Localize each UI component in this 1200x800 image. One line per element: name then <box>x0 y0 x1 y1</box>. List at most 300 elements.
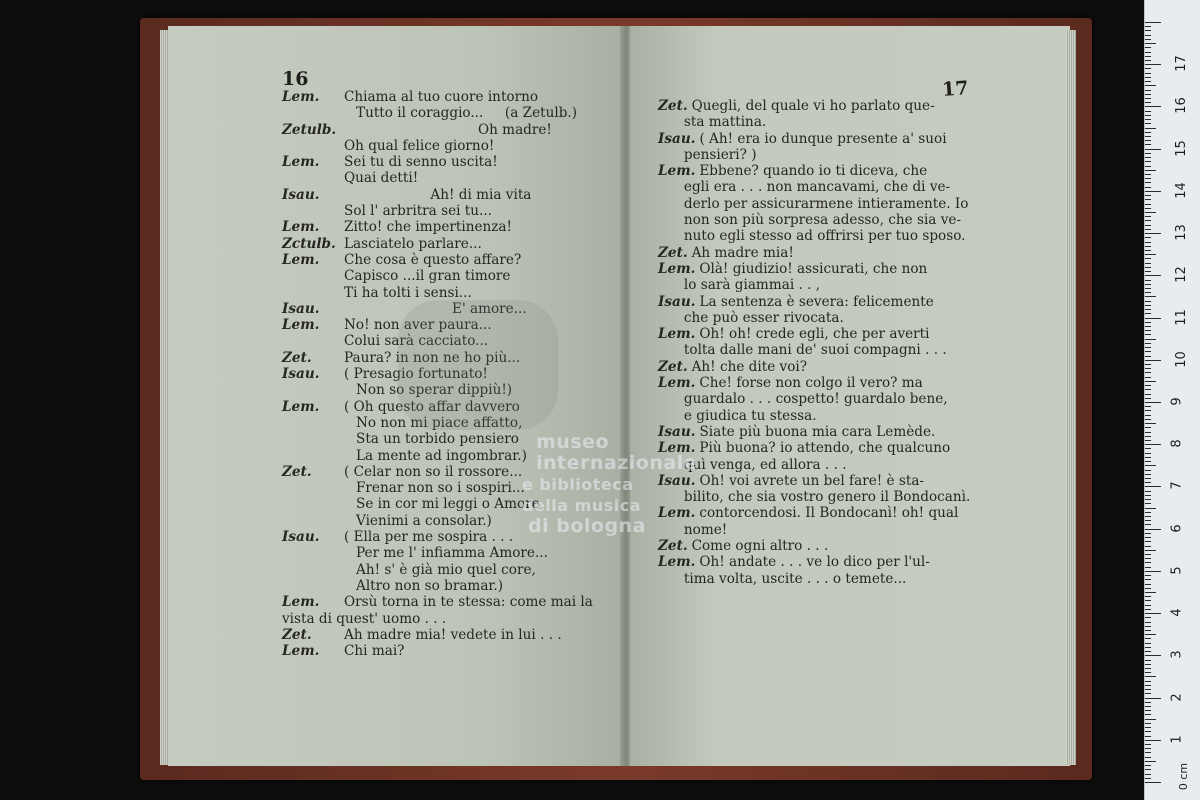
line-text: Sta un torbido pensiero <box>356 431 519 448</box>
speaker-name: Lem. <box>282 643 320 660</box>
line-text: e giudica tu stessa. <box>658 407 817 424</box>
ruler-tick <box>1145 638 1151 639</box>
text-line <box>282 138 612 154</box>
ruler-tick <box>1145 448 1151 449</box>
line-text: Se in cor mi leggi o Amore <box>356 496 540 513</box>
text-line <box>658 424 968 440</box>
ruler-tick <box>1145 394 1151 395</box>
ruler-tick <box>1145 136 1151 137</box>
line-text: ( Presagio fortunato! <box>344 366 488 383</box>
line-text: Ah madre mia! vedete in lui . . . <box>344 626 562 643</box>
ruler-tick <box>1145 204 1151 205</box>
ruler-number: 7 <box>1169 481 1185 491</box>
text-line <box>282 105 612 121</box>
ruler-tick <box>1145 617 1151 618</box>
ruler-tick <box>1145 351 1151 352</box>
ruler-number: 2 <box>1169 692 1185 702</box>
ruler-tick <box>1145 461 1151 462</box>
ruler-tick <box>1145 524 1151 525</box>
ruler-tick <box>1145 622 1151 623</box>
ruler-tick <box>1145 410 1151 411</box>
text-line <box>282 627 612 643</box>
line-text: Colui sarà cacciato... <box>344 333 489 350</box>
line-text: ( Celar non so il rossore... <box>344 463 523 480</box>
ruler-number: 16 <box>1173 97 1189 115</box>
speaker-name: Zetulb. <box>282 121 337 138</box>
text-line <box>282 285 612 301</box>
ruler-tick <box>1145 676 1156 677</box>
ruler-tick <box>1145 605 1151 606</box>
ruler-tick <box>1145 546 1151 547</box>
speaker-name: Zet. <box>282 463 312 480</box>
line-text: Orsù torna in te stessa: come mai la <box>344 594 593 611</box>
ruler-tick <box>1145 187 1151 188</box>
ruler-tick <box>1145 296 1156 297</box>
speaker-name: Isau. <box>282 529 320 546</box>
ruler-tick <box>1145 237 1151 238</box>
ruler-tick <box>1145 651 1151 652</box>
text-line <box>658 538 968 554</box>
ruler-tick <box>1145 275 1161 276</box>
ruler-number: 13 <box>1173 224 1189 241</box>
ruler-tick <box>1145 698 1161 699</box>
ruler-tick <box>1145 423 1156 424</box>
ruler-tick <box>1145 782 1161 783</box>
ruler-number: 3 <box>1169 650 1185 659</box>
ruler-tick <box>1145 710 1151 711</box>
line-text: Quegli, del quale vi ho parlato que- <box>691 98 935 114</box>
ruler-tick <box>1145 465 1156 466</box>
text-line <box>658 310 968 326</box>
ruler-tick <box>1145 356 1151 357</box>
ruler-tick <box>1145 600 1151 601</box>
ruler-tick <box>1145 550 1156 551</box>
ruler-tick <box>1145 225 1151 226</box>
ruler-tick <box>1145 360 1161 361</box>
speaker-name: Isau. <box>282 300 320 317</box>
ruler-tick <box>1145 529 1161 530</box>
text-line <box>282 562 612 578</box>
ruler-tick <box>1145 301 1151 302</box>
ruler-tick <box>1145 740 1161 741</box>
ruler-tick <box>1145 482 1151 483</box>
ruler-tick <box>1145 174 1151 175</box>
speaker-name: Lem. <box>658 505 696 522</box>
ruler-tick <box>1145 263 1151 264</box>
speaker-name: Zet. <box>658 244 688 261</box>
ruler-tick <box>1145 478 1151 479</box>
ruler-tick <box>1145 588 1151 589</box>
ruler-tick <box>1145 119 1151 120</box>
text-line <box>658 179 968 195</box>
line-text: Altro non so bramar.) <box>356 577 504 594</box>
line-text: No! non aver paura... <box>344 317 492 334</box>
ruler-tick <box>1145 643 1151 644</box>
line-text: Frenar non so i sospiri... <box>356 480 525 497</box>
line-text: La mente ad ingombrar.) <box>356 447 527 464</box>
text-line <box>282 578 612 594</box>
speaker-name: Lem. <box>658 163 696 180</box>
ruler-tick <box>1145 558 1151 559</box>
text-line <box>658 131 968 147</box>
ruler-tick <box>1145 115 1151 116</box>
ruler-tick <box>1145 178 1151 179</box>
ruler-tick <box>1145 250 1151 251</box>
line-text: tima volta, uscite . . . o temete... <box>658 570 907 587</box>
text-line <box>282 268 612 284</box>
text-line <box>658 163 968 179</box>
ruler-tick <box>1145 440 1151 441</box>
ruler-tick <box>1145 537 1151 538</box>
ruler-tick <box>1145 81 1151 82</box>
line-text: Oh! voi avrete un bel fare! è sta- <box>699 472 925 489</box>
line-text: Paura? in non ne ho più... <box>344 349 521 366</box>
ruler-tick <box>1145 689 1151 690</box>
ruler-tick <box>1145 220 1151 221</box>
ruler-tick <box>1145 368 1151 369</box>
measurement-ruler <box>1144 0 1200 800</box>
ruler-tick <box>1145 364 1151 365</box>
line-text: Oh! andate . . . ve lo dico per l'ul- <box>699 554 930 571</box>
ruler-tick <box>1145 166 1151 167</box>
ruler-tick <box>1145 73 1151 74</box>
text-line <box>658 114 968 130</box>
ruler-number: 15 <box>1173 139 1189 157</box>
ruler-tick <box>1145 343 1151 344</box>
ruler-tick <box>1145 567 1151 568</box>
text-line <box>282 203 612 219</box>
ruler-tick <box>1145 22 1161 23</box>
ruler-tick <box>1145 520 1151 521</box>
ruler-tick <box>1145 182 1151 183</box>
text-line <box>658 473 968 489</box>
line-text: nuto egli stesso ad offrirsi per tuo sposo. <box>658 228 966 245</box>
line-text: Ti ha tolti i sensi... <box>344 284 472 301</box>
line-text: Oh madre! <box>344 121 552 138</box>
ruler-tick <box>1145 39 1151 40</box>
ruler-tick <box>1145 672 1151 673</box>
ruler-tick <box>1145 655 1161 656</box>
ruler-number: 6 <box>1169 524 1185 533</box>
speaker-name: Isau. <box>658 293 696 310</box>
ruler-tick <box>1145 94 1151 95</box>
ruler-tick <box>1145 419 1151 420</box>
line-text: nome! <box>658 521 728 538</box>
ruler-tick <box>1145 242 1151 243</box>
line-text: sta mattina. <box>658 114 767 131</box>
ruler-tick <box>1145 516 1151 517</box>
ruler-tick <box>1145 68 1151 69</box>
watermark-line: museo internazionale <box>536 431 698 474</box>
ruler-tick <box>1145 56 1151 57</box>
ruler-tick <box>1145 199 1151 200</box>
text-line <box>282 154 612 170</box>
ruler-tick <box>1145 229 1151 230</box>
page-edges-right <box>1066 30 1076 765</box>
ruler-tick <box>1145 499 1151 500</box>
speaker-name: Zctulb. <box>282 235 336 252</box>
ruler-tick <box>1145 52 1151 53</box>
ruler-tick <box>1145 322 1151 323</box>
text-line <box>282 545 612 561</box>
line-text: quì venga, ed allora . . . <box>658 456 847 473</box>
ruler-tick <box>1145 284 1151 285</box>
ruler-tick <box>1145 660 1151 661</box>
ruler-tick <box>1145 693 1151 694</box>
line-text: bilito, che sia vostro genero il Bondocanì. <box>658 489 971 506</box>
ruler-tick <box>1145 744 1151 745</box>
ruler-tick <box>1145 757 1151 758</box>
line-text: Sei tu di senno uscita! <box>344 154 498 171</box>
ruler-tick <box>1145 26 1151 27</box>
line-text: Che cosa è questo affare? <box>344 251 522 268</box>
ruler-tick <box>1145 47 1151 48</box>
ruler-tick <box>1145 432 1151 433</box>
line-text: Più buona? io attendo, che qualcuno <box>699 440 951 457</box>
ruler-tick <box>1145 35 1151 36</box>
line-text: Ah madre mia! <box>691 244 794 261</box>
ruler-tick <box>1145 90 1151 91</box>
speaker-name: Isau. <box>282 366 320 383</box>
ruler-number: 1 <box>1169 735 1185 744</box>
line-text: Ah! s' è già mio quel core, <box>356 561 536 578</box>
speaker-name: Zet. <box>658 538 688 555</box>
ruler-tick <box>1145 191 1161 192</box>
ruler-tick <box>1145 630 1151 631</box>
ruler-tick <box>1145 752 1151 753</box>
ruler-tick <box>1145 318 1161 319</box>
ruler-tick <box>1145 664 1151 665</box>
line-text: Chiama al tuo cuore intorno <box>344 89 539 105</box>
ruler-tick <box>1145 736 1151 737</box>
ruler-tick <box>1145 402 1161 403</box>
ruler-tick <box>1145 609 1151 610</box>
ruler-tick <box>1145 106 1161 107</box>
ruler-tick <box>1145 596 1151 597</box>
watermark-line: di bologna <box>528 515 646 537</box>
line-text: Capisco ...il gran timore <box>344 268 511 285</box>
ruler-tick <box>1145 149 1161 150</box>
ruler-tick <box>1145 157 1151 158</box>
ruler-number: 4 <box>1169 608 1185 617</box>
ruler-tick <box>1145 748 1151 749</box>
ruler-tick <box>1145 714 1151 715</box>
speaker-name: Lem. <box>282 89 320 105</box>
ruler-tick <box>1145 85 1156 86</box>
ruler-tick <box>1145 216 1151 217</box>
ruler-tick <box>1145 769 1151 770</box>
text-line <box>658 228 968 244</box>
ruler-tick <box>1145 592 1156 593</box>
line-text: Oh! oh! crede egli, che per averti <box>699 326 930 343</box>
ruler-tick <box>1145 339 1156 340</box>
ruler-number: 12 <box>1173 266 1189 284</box>
ruler-tick <box>1145 774 1151 775</box>
line-text: Vienimi a consolar.) <box>356 512 492 529</box>
line-text: Ah! di mia vita <box>344 186 532 203</box>
ruler-tick <box>1145 706 1151 707</box>
watermark-logo <box>398 300 558 430</box>
ruler-tick <box>1145 43 1156 44</box>
ruler-number: 10 <box>1173 350 1189 368</box>
ruler-tick <box>1145 372 1151 373</box>
line-text: ( Ella per me sospira . . . <box>344 529 514 546</box>
ruler-tick <box>1145 280 1151 281</box>
speaker-name: Isau. <box>658 130 696 147</box>
ruler-tick <box>1145 98 1151 99</box>
ruler-tick <box>1145 385 1151 386</box>
ruler-tick <box>1145 288 1151 289</box>
text-line <box>658 245 968 261</box>
text-line <box>282 643 612 659</box>
ruler-tick <box>1145 457 1151 458</box>
text-line <box>658 261 968 277</box>
line-text: non son più sorpresa adesso, che sia ve- <box>658 212 962 229</box>
speaker-name: Lem. <box>658 260 696 277</box>
ruler-tick <box>1145 634 1156 635</box>
ruler-tick <box>1145 398 1151 399</box>
line-text: Come ogni altro . . . <box>691 538 829 555</box>
ruler-tick <box>1145 562 1151 563</box>
speaker-name: Lem. <box>282 154 320 171</box>
page-number-right: 17 <box>941 77 970 101</box>
text-line <box>658 147 968 163</box>
ruler-tick <box>1145 765 1151 766</box>
ruler-tick <box>1145 326 1151 327</box>
line-text: tolta dalle mani de' suoi compagni . . . <box>658 342 947 359</box>
line-text: che può esser rivocata. <box>658 309 844 326</box>
ruler-tick <box>1145 491 1151 492</box>
line-text: Sol l' arbritra sei tu... <box>344 203 492 220</box>
line-text: Ebbene? quando io ti diceva, che <box>699 163 928 180</box>
ruler-tick <box>1145 334 1151 335</box>
text-line <box>282 122 612 138</box>
ruler-tick <box>1145 486 1161 487</box>
line-text: Per me l' infiamma Amore... <box>356 545 548 562</box>
ruler-number: 9 <box>1169 397 1185 406</box>
line-text: Che! forse non colgo il vero? ma <box>699 375 923 392</box>
ruler-number: 8 <box>1169 439 1185 448</box>
text-line <box>658 457 968 473</box>
ruler-tick <box>1145 132 1151 133</box>
text-line <box>658 98 968 114</box>
ruler-tick <box>1145 584 1151 585</box>
ruler-tick <box>1145 64 1161 65</box>
text-line <box>282 252 612 268</box>
ruler-tick <box>1145 128 1156 129</box>
ruler-tick <box>1145 102 1151 103</box>
ruler-tick <box>1145 153 1151 154</box>
ruler-tick <box>1145 723 1151 724</box>
ruler-tick <box>1145 415 1151 416</box>
text-line <box>658 294 968 310</box>
text-line <box>658 522 968 538</box>
line-text: egli era . . . non mancavami, che di ve- <box>658 179 951 196</box>
ruler-tick <box>1145 613 1161 614</box>
ruler-tick <box>1145 271 1151 272</box>
text-line <box>658 489 971 506</box>
text-line <box>658 375 968 391</box>
line-text: Siate più buona mia cara Lemède. <box>699 423 936 440</box>
ruler-tick <box>1145 305 1151 306</box>
text-line <box>658 359 968 375</box>
ruler-tick <box>1145 195 1151 196</box>
line-text: ( Oh questo affar davvero <box>344 398 520 415</box>
text-line <box>658 440 968 456</box>
ruler-tick <box>1145 719 1156 720</box>
line-text: contorcendosi. Il Bondocanì! oh! qual <box>699 505 959 522</box>
line-text: Zitto! che impertinenza! <box>344 219 512 236</box>
text-line <box>282 611 612 627</box>
ruler-tick <box>1145 731 1151 732</box>
line-text: Oh qual felice giorno! <box>344 137 495 154</box>
ruler-tick <box>1145 212 1156 213</box>
ruler-tick <box>1145 292 1151 293</box>
ruler-tick <box>1145 685 1151 686</box>
speaker-name: Lem. <box>282 317 320 334</box>
line-text: Chi mai? <box>344 643 405 660</box>
line-text: ( Ah! era io dunque presente a' suoi <box>699 130 947 147</box>
text-line <box>658 408 968 424</box>
ruler-tick <box>1145 208 1151 209</box>
ruler-tick <box>1145 30 1151 31</box>
speaker-name: Lem. <box>658 326 696 343</box>
speaker-name: Zet. <box>658 98 688 114</box>
ruler-tick <box>1145 258 1151 259</box>
ruler-tick <box>1145 681 1151 682</box>
text-line <box>658 342 968 358</box>
speaker-name: Lem. <box>282 251 320 268</box>
speaker-name: Zet. <box>282 349 312 366</box>
ruler-tick <box>1145 123 1151 124</box>
ruler-tick <box>1145 381 1156 382</box>
line-text: derlo per assicurarmene intieramente. Io <box>658 195 969 212</box>
ruler-tick <box>1145 554 1151 555</box>
text-line <box>658 326 968 342</box>
line-text: La sentenza è severa: felicemente <box>699 293 934 310</box>
ruler-tick <box>1145 470 1151 471</box>
line-text: Ah! che dite voi? <box>691 358 808 375</box>
text-line <box>282 594 612 610</box>
speaker-name: Lem. <box>658 554 696 571</box>
ruler-unit: 0 cm <box>1177 762 1191 791</box>
ruler-number: 17 <box>1173 55 1189 72</box>
text-line <box>658 391 968 407</box>
ruler-tick <box>1145 60 1151 61</box>
ruler-tick <box>1145 579 1151 580</box>
ruler-tick <box>1145 347 1151 348</box>
ruler-tick <box>1145 313 1151 314</box>
ruler-tick <box>1145 309 1151 310</box>
speaker-name: Zet. <box>658 358 688 375</box>
text-line <box>282 219 612 235</box>
line-text: Lasciatelo parlare... <box>344 235 482 252</box>
ruler-tick <box>1145 575 1151 576</box>
ruler-number: 5 <box>1169 566 1185 575</box>
line-text: Olà! giudizio! assicurati, che non <box>699 260 928 277</box>
text-line <box>658 554 968 570</box>
speaker-name: Lem. <box>282 398 320 415</box>
right-page-text <box>658 98 971 587</box>
ruler-tick <box>1145 389 1151 390</box>
text-line <box>658 277 968 293</box>
ruler-tick <box>1145 647 1151 648</box>
ruler-tick <box>1145 702 1151 703</box>
ruler-tick <box>1145 246 1151 247</box>
ruler-tick <box>1145 474 1151 475</box>
text-line <box>658 571 968 587</box>
line-text: E' amore... <box>344 300 527 317</box>
